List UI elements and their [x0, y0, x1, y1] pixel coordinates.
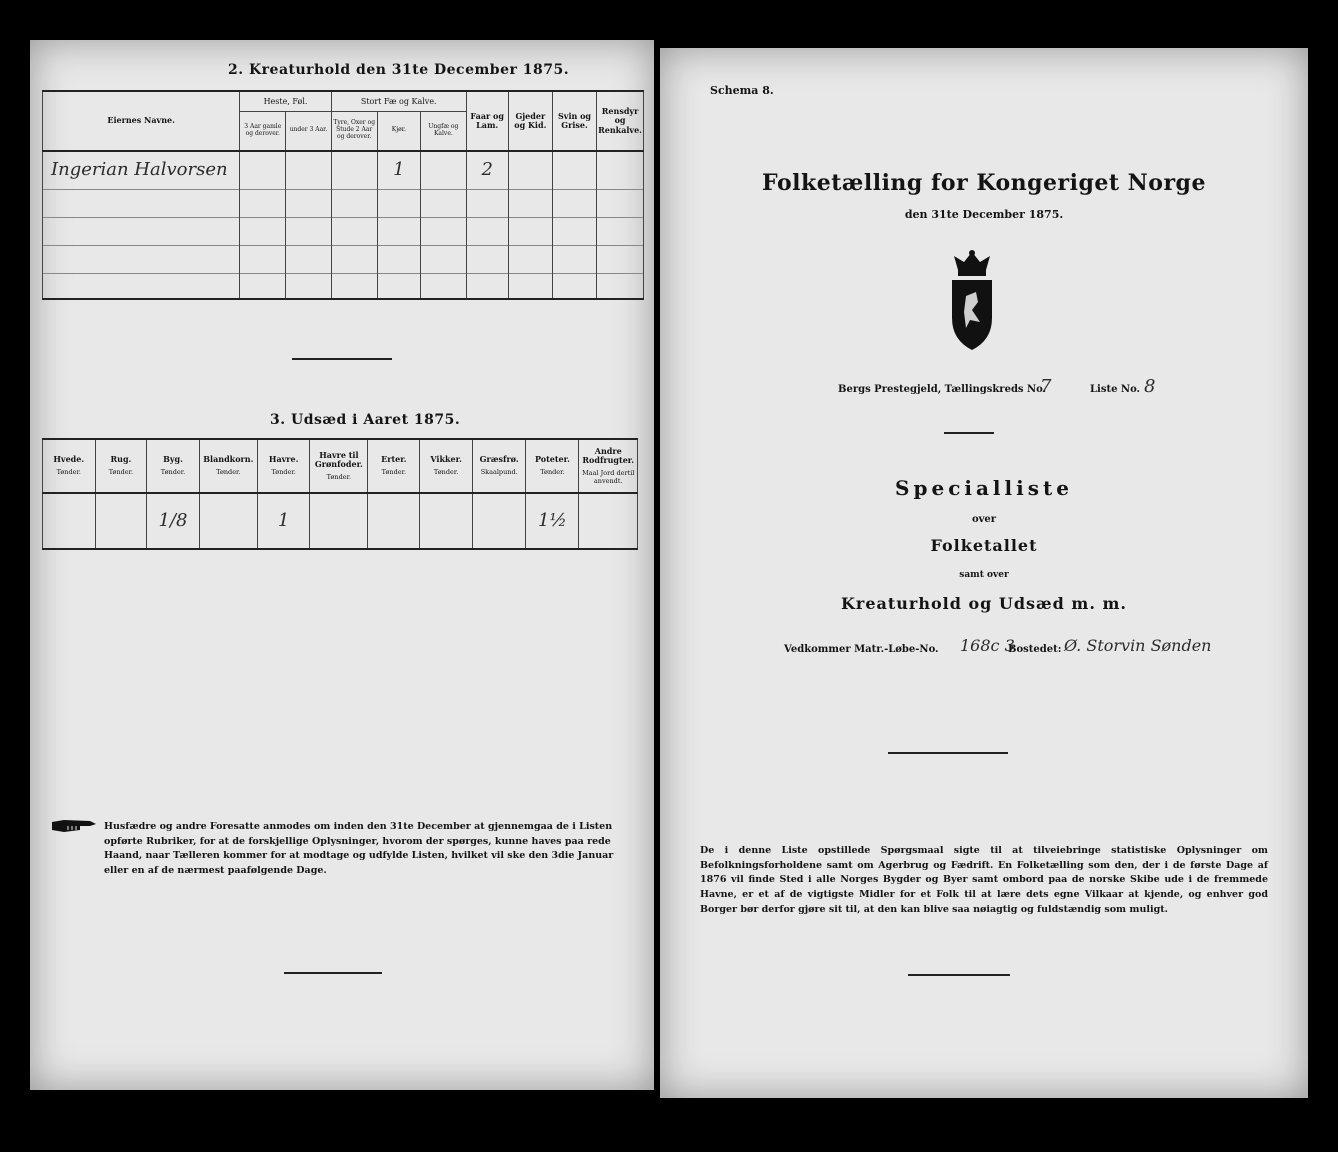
divider — [888, 752, 1008, 754]
seed-header-label: Hvede. — [53, 454, 85, 465]
animals-table — [42, 90, 644, 300]
census-title: Folketælling for Kongeriget Norge — [762, 170, 1206, 196]
seed-unit-label: Maal Jord dertil anvendt. — [582, 469, 635, 485]
seed-header-cell — [43, 439, 96, 493]
tellingskreds-value: 7 — [1040, 376, 1052, 397]
pigs-header: Svin og Grise. — [552, 91, 596, 151]
seed-value-cell — [310, 493, 368, 549]
kreaturhold-heading: Kreaturhold og Udsæd m. m. — [841, 594, 1127, 613]
seed-header-cell — [368, 439, 420, 493]
seed-unit-label: Tønder. — [108, 468, 134, 477]
horses-header: Heste, Føl. — [240, 91, 331, 111]
section-3-title: 3. Udsæd i Aaret 1875. — [270, 412, 461, 428]
bosted-value: Ø. Storvin Sønden — [1064, 636, 1212, 655]
liste-label: Liste No. — [1090, 384, 1141, 395]
seed-value-cell: 1½ — [526, 493, 579, 549]
liste-value: 8 — [1144, 376, 1156, 397]
sheep-header: Faar og Lam. — [466, 91, 508, 151]
seed-header-cell — [95, 439, 147, 493]
seed-value-cell — [472, 493, 525, 549]
seed-value-cell — [199, 493, 257, 549]
seed-header-cell — [199, 439, 257, 493]
divider — [944, 432, 994, 434]
cows-count: 1 — [377, 151, 420, 189]
seed-header-cell — [420, 439, 473, 493]
seed-table — [42, 438, 638, 550]
horses-under3-header: under 3 Aar. — [286, 111, 332, 151]
seed-unit-label: Tønder. — [271, 468, 296, 477]
seed-value-cell — [43, 493, 96, 549]
cattle-header: Stort Fæ og Kalve. — [331, 91, 466, 111]
seed-value-cell — [95, 493, 147, 549]
seed-unit-label: Tønder. — [381, 468, 407, 477]
right-page — [660, 48, 1308, 1098]
seed-value-cell — [579, 493, 638, 549]
seed-value-cell — [420, 493, 473, 549]
instruction-note: Husfædre og andre Foresatte anmodes om inden den 31te December at gjennemgaa de i Listen opførte Rubriker, for at de forskjellige Oplysninger, hvorom der spørges, kunne haves paa rede Haand, naar Tælleren kommer for at modtage og udfylde Listen, hvilket vil ske den 3die Januar eller en af de nærmest paafølgende Dage. — [104, 821, 614, 877]
section-2-title: 2. Kreaturhold den 31te December 1875. — [228, 62, 570, 78]
divider — [908, 974, 1010, 976]
seed-header-label: Blandkorn. — [203, 454, 254, 465]
samt-over-text: samt over — [959, 570, 1009, 580]
seed-value-cell: 1 — [257, 493, 309, 549]
pointing-hand-icon — [50, 817, 100, 839]
divider — [292, 358, 392, 360]
seed-unit-label: Tønder. — [540, 468, 565, 477]
seed-header-label: Poteter. — [534, 454, 570, 465]
seed-unit-label: Tønder. — [433, 468, 459, 477]
seed-value-cell: 1/8 — [147, 493, 199, 549]
cows-header: Kjør. — [377, 111, 420, 151]
norwegian-coat-of-arms-icon — [942, 250, 1002, 356]
seed-header-label: Græsfrø. — [479, 454, 519, 465]
seed-value-cell — [368, 493, 420, 549]
seed-header-label: Erter. — [381, 454, 407, 465]
seed-header-cell — [579, 439, 638, 493]
schema-label: Schema 8. — [710, 84, 774, 97]
over-text: over — [971, 514, 997, 525]
seed-header-cell — [526, 439, 579, 493]
divider — [284, 972, 382, 974]
seed-unit-label: Tønder. — [160, 468, 186, 477]
seed-header-cell — [310, 439, 368, 493]
goats-header: Gjeder og Kid. — [508, 91, 552, 151]
seed-header-label: Rug. — [110, 454, 132, 465]
seed-header-cell — [147, 439, 199, 493]
bulls-header: Tyre, Oxer og Stude 2 Aar og derover. — [331, 111, 377, 151]
seed-header-label: Havre til Grønfoder. — [314, 449, 363, 469]
matr-value: 168c 3 — [960, 636, 1015, 655]
folketallet-heading: Folketallet — [930, 536, 1038, 555]
table-row — [43, 273, 644, 299]
table-row — [43, 151, 644, 189]
young-cattle-header: Ungfæ og Kalve. — [421, 111, 467, 151]
sheep-count: 2 — [466, 151, 508, 189]
seed-unit-label: Tønder. — [326, 472, 352, 481]
matr-label: Vedkommer Matr.-Løbe-No. — [784, 644, 939, 655]
left-page — [30, 40, 654, 1090]
seed-header-label: Vikker. — [430, 454, 462, 465]
table-row — [43, 245, 644, 273]
parish-label: Bergs Prestegjeld, Tællingskreds No. — [838, 384, 1047, 395]
seed-header-label: Byg. — [163, 454, 183, 465]
owner-header: Eiernes Navne. — [43, 91, 240, 151]
seed-header-cell — [257, 439, 309, 493]
census-date: den 31te December 1875. — [904, 208, 1064, 221]
horses-3plus-header: 3 Aar gamle og derover. — [240, 111, 286, 151]
owner-name: Ingerian Halvorsen — [43, 151, 240, 189]
seed-header-label: Havre. — [268, 454, 299, 465]
seed-header-cell — [472, 439, 525, 493]
seed-unit-label: Tønder. — [56, 468, 81, 477]
table-row — [43, 217, 644, 245]
reindeer-header: Rensdyr og Renkalve. — [597, 91, 644, 151]
census-purpose-text: De i denne Liste opstillede Spørgsmaal sigte til at tilveiebringe statistiske Oplysninger om Befolkningsforholdene samt om Agerbrug og Fædrift. En Folketælling som den, der i de første Dage af 1876 vil finde Sted i alle Norges Bygder og Byer samt ombord paa de norske Skibe ude i de fremmede Havne, er et af de vigtigste Midler for et Folk til at lære dets egne Vilkaar at kjende, og enhver god Borger bør derfor gjøre sit til, at den kan blive saa nøiagtig og fuldstændig som muligt. — [700, 845, 1268, 915]
seed-header-label: Andre Rodfrugter. — [582, 445, 635, 466]
table-row — [43, 189, 644, 217]
seed-unit-label: Skaalpund. — [480, 468, 518, 477]
specialliste-heading: Specialliste — [895, 476, 1073, 500]
seed-unit-label: Tønder. — [216, 468, 241, 477]
bosted-label: Bostedet: — [1008, 644, 1062, 655]
